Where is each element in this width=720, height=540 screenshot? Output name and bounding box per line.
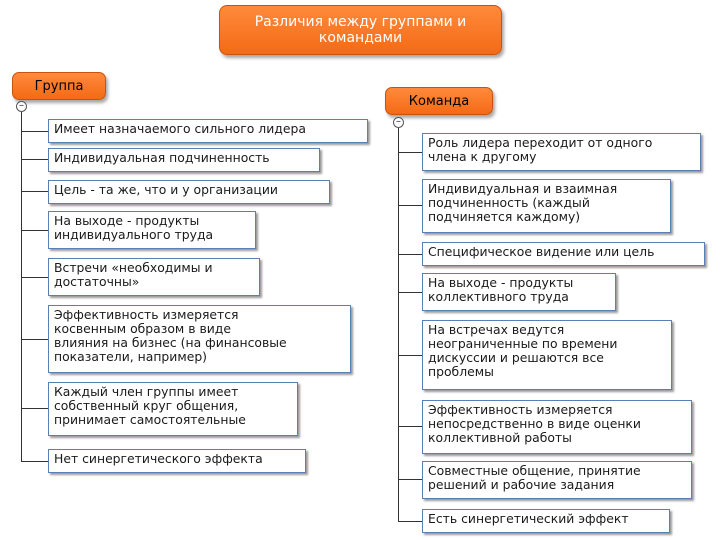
team-item: На встречах ведутся неограниченные по времени дискуссии и решаются все проблемы	[422, 320, 672, 390]
team-item: Индивидуальная и взаимная подчиненность (каждый подчиняется каждому)	[422, 179, 671, 233]
group-connector	[21, 277, 48, 278]
team-collapse-icon[interactable]: –	[393, 117, 404, 128]
group-item: Имеет назначаемого сильного лидера	[48, 119, 368, 143]
group-item: Цель - та же, что и у организации	[48, 180, 330, 204]
group-collapse-icon[interactable]: –	[16, 101, 27, 112]
group-item: Нет синергетического эффекта	[48, 449, 306, 473]
group-item: Эффективность измеряется косвенным образом в виде влияния на бизнес (на финансовые показатели, например)	[48, 305, 351, 373]
group-item: Каждый член группы имеет собственный круг общения, принимает самостоятельные	[48, 382, 298, 436]
group-header: Группа	[12, 72, 106, 100]
group-connector	[21, 131, 48, 132]
group-connector	[21, 408, 48, 409]
team-connector	[398, 521, 422, 522]
team-connector	[398, 152, 422, 153]
team-item: Специфическое видение или цель	[422, 242, 705, 266]
team-connector	[398, 426, 422, 427]
group-connector	[21, 339, 48, 340]
team-connector	[398, 292, 422, 293]
group-tree-line	[21, 112, 22, 462]
team-item: На выходе - продукты коллективного труда	[422, 273, 616, 311]
team-tree-line	[398, 128, 399, 522]
group-connector	[21, 159, 48, 160]
team-item: Совместные общение, принятие решений и рабочие задания	[422, 461, 692, 499]
team-connector	[398, 254, 422, 255]
diagram-title: Различия между группами и командами	[219, 5, 502, 55]
group-item: На выходе - продукты индивидуального труда	[48, 211, 256, 249]
group-connector	[21, 461, 48, 462]
group-connector	[21, 191, 48, 192]
group-item: Индивидуальная подчиненность	[48, 148, 320, 172]
team-item: Есть синергетический эффект	[422, 509, 670, 533]
team-connector	[398, 205, 422, 206]
team-item: Эффективность измеряется непосредственно в виде оценки коллективной работы	[422, 400, 692, 454]
team-connector	[398, 479, 422, 480]
group-connector	[21, 230, 48, 231]
team-header: Команда	[385, 87, 493, 115]
team-connector	[398, 355, 422, 356]
group-item: Встречи «необходимы и достаточны»	[48, 258, 260, 296]
team-item: Роль лидера переходит от одного члена к другому	[422, 133, 701, 171]
